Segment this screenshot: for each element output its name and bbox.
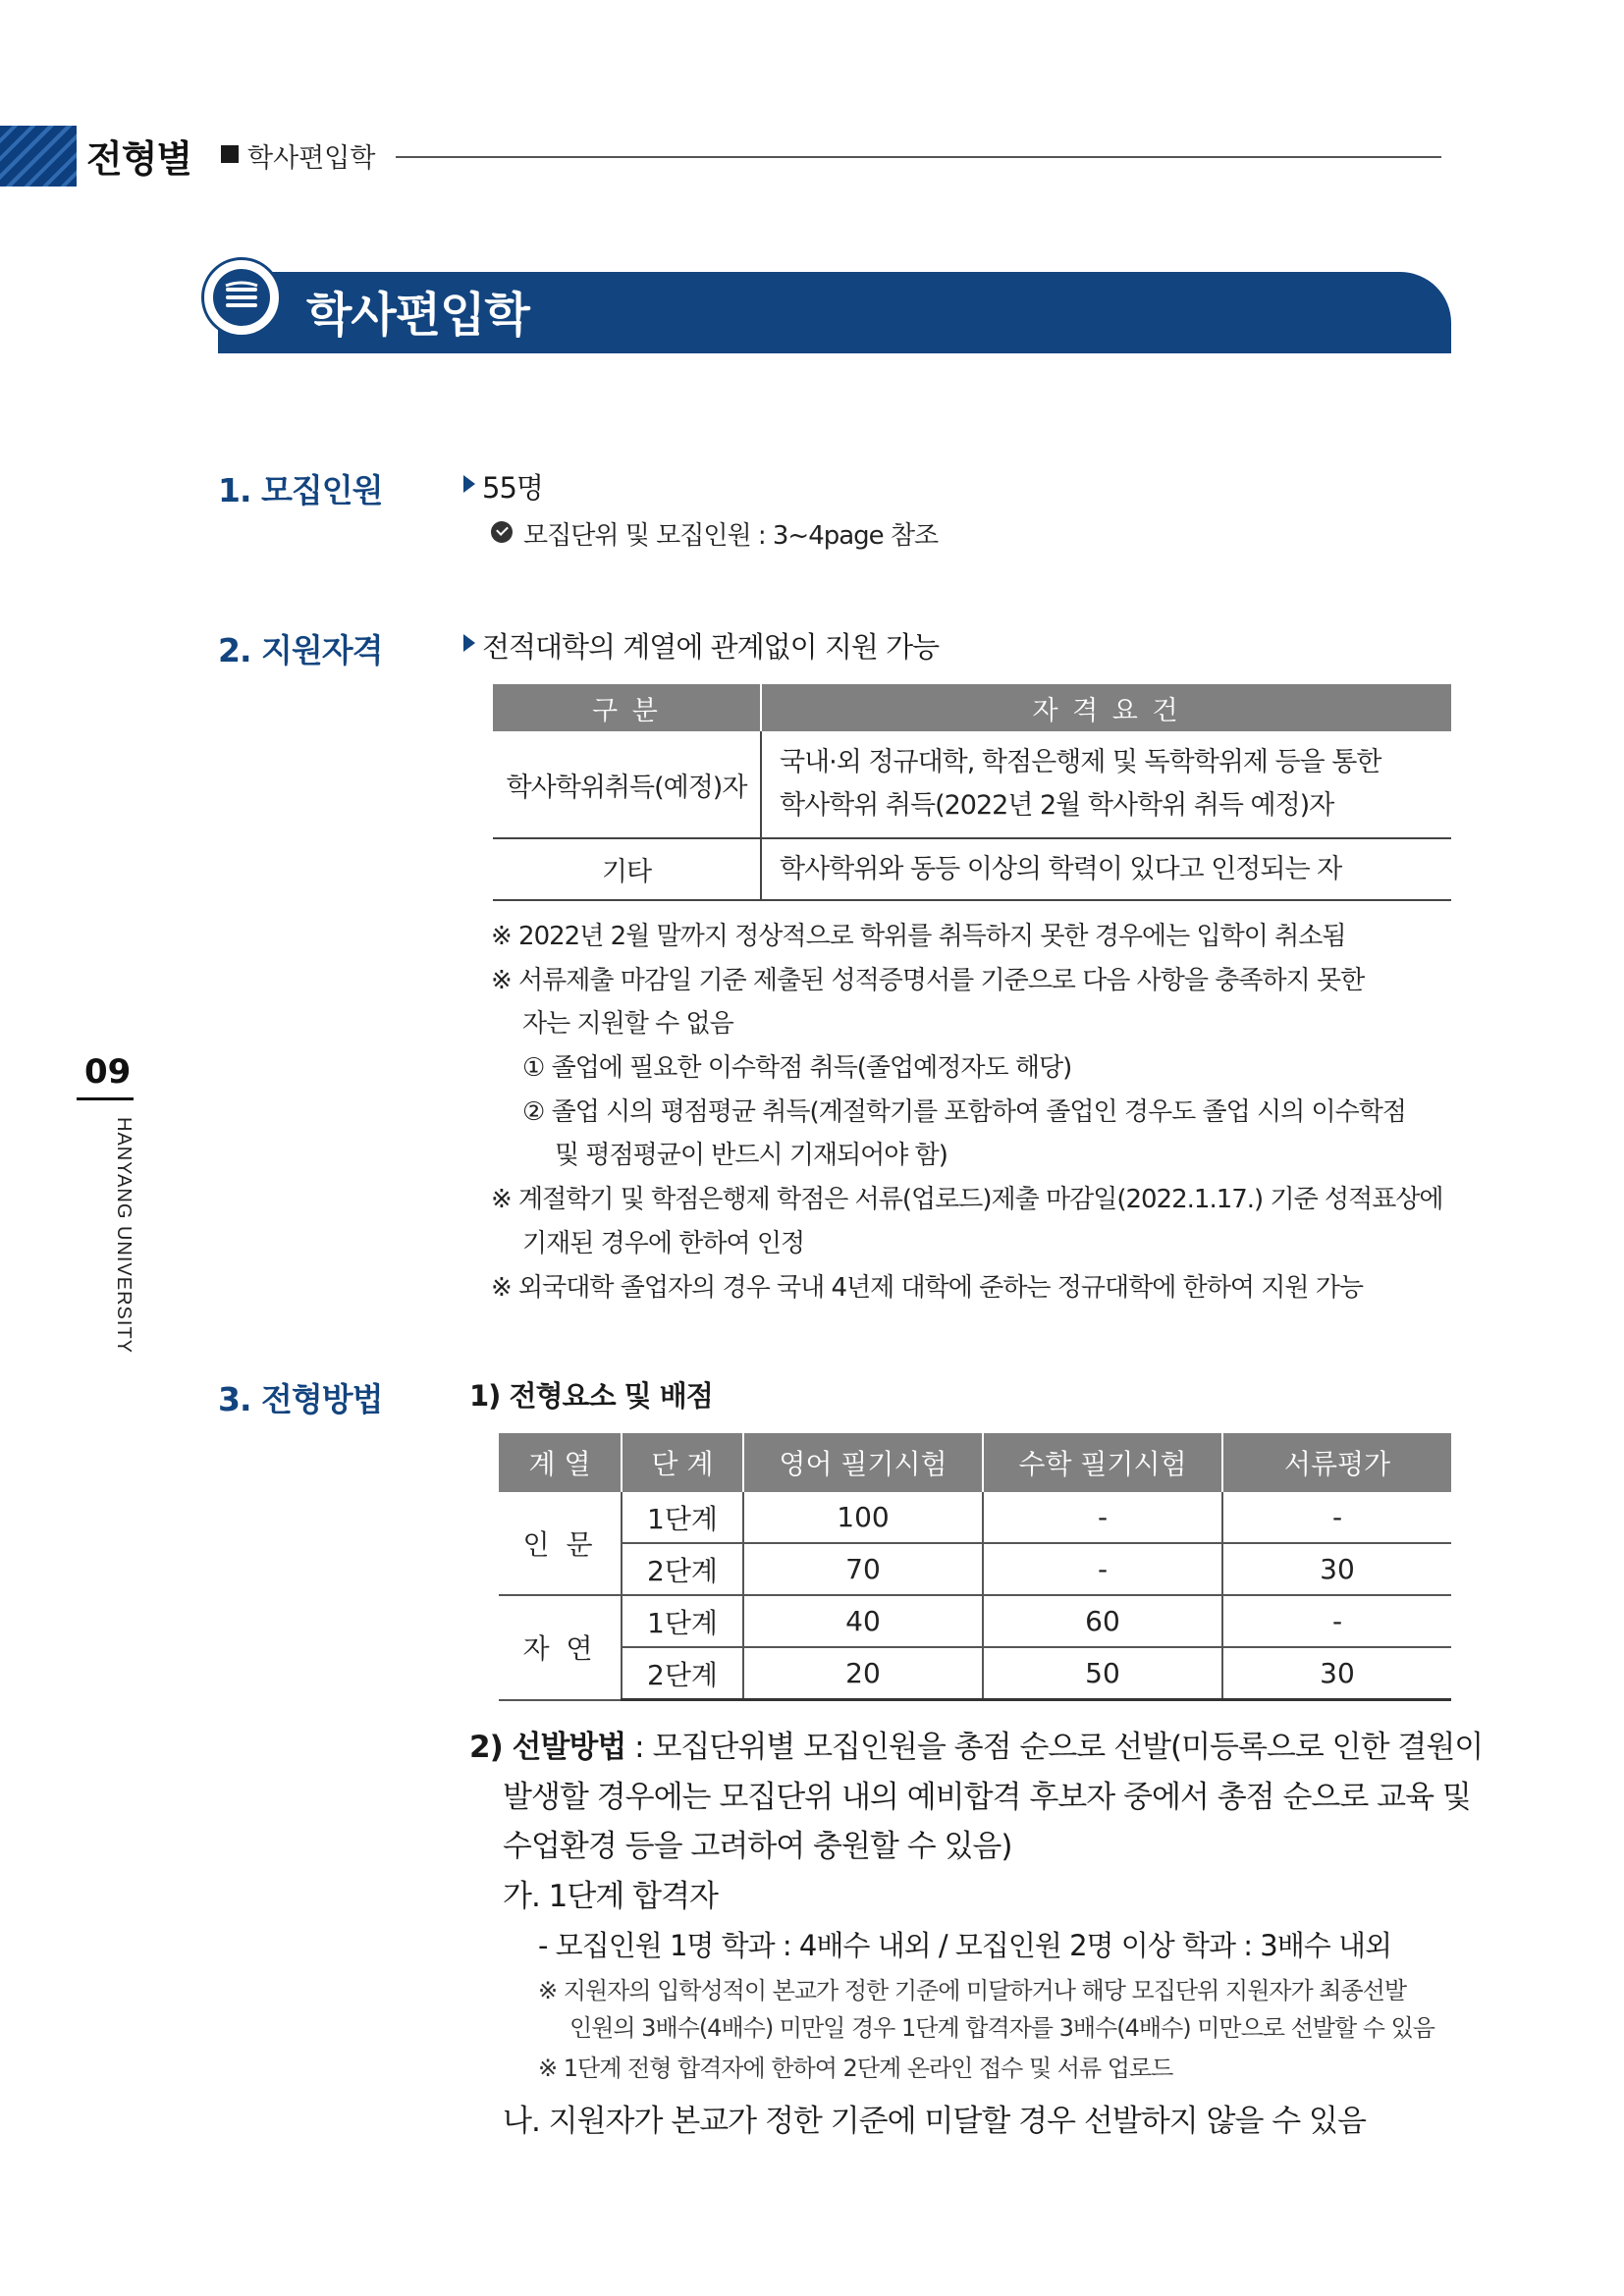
header-hatch-decoration <box>0 126 77 187</box>
cell-line: 학사학위 취득(2022년 2월 학사학위 취득 예정)자 <box>780 790 1334 821</box>
table-cell: 70 <box>743 1543 983 1595</box>
table-header: 구 분 <box>493 684 761 731</box>
triangle-bullet-icon <box>463 634 475 652</box>
check-circle-icon <box>491 521 513 543</box>
note-line: ※ 외국대학 졸업자의 경우 국내 4년제 대학에 준하는 정규대학에 한하여 지원 가능 <box>491 1273 1363 1303</box>
stage1-heading: 가. 1단계 합격자 <box>503 1879 718 1914</box>
section-heading: 3. 전형방법 <box>218 1380 383 1418</box>
table-cell: - <box>983 1543 1222 1595</box>
note-line: 및 평점평균이 반드시 기재되어야 함) <box>555 1141 947 1170</box>
table-cell: 1단계 <box>622 1492 743 1543</box>
page-title: 학사편입학 <box>306 288 529 343</box>
table-cell: 20 <box>743 1647 983 1700</box>
header-category: 전형별 <box>86 137 192 181</box>
selection-method-line <box>469 1722 1483 1766</box>
table-header: 계 열 <box>499 1433 622 1492</box>
table-cell: 30 <box>1222 1647 1451 1700</box>
table-cell: 학사학위와 동등 이상의 학력이 있다고 인정되는 자 <box>761 838 1451 900</box>
table-row <box>499 1492 1451 1543</box>
note-line: ① 졸업에 필요한 이수학점 취득(졸업예정자도 해당) <box>522 1053 1072 1083</box>
eligibility-lead: 전적대학의 계열에 관계없이 지원 가능 <box>482 630 940 664</box>
stage1-item: - 모집인원 1명 학과 : 4배수 내외 / 모집인원 2명 이상 학과 : 3배수 내외 <box>538 1929 1391 1962</box>
book-stack-icon <box>201 257 282 338</box>
stage1-note: ※ 지원자의 입학성적이 본교가 정한 기준에 미달하거나 해당 모집단위 지원자가 최종선발 <box>538 1977 1407 2004</box>
table-row <box>493 731 1451 838</box>
table-row <box>499 1543 1451 1595</box>
table-cell <box>761 731 1451 838</box>
group-cell: 인 문 <box>499 1492 622 1595</box>
recruit-note: 모집단위 및 모집인원 : 3~4page 참조 <box>523 521 939 551</box>
selection-method-text: : 모집단위별 모집인원을 총점 순으로 선발(미등록으로 인한 결원이 <box>625 1730 1484 1765</box>
table-cell: 40 <box>743 1595 983 1647</box>
stage1-note: ※ 1단계 전형 합격자에 한하여 2단계 온라인 접수 및 서류 업로드 <box>538 2055 1173 2082</box>
stage-note-na: 나. 지원자가 본교가 정한 기준에 미달할 경우 선발하지 않을 수 있음 <box>503 2104 1366 2139</box>
table-cell: 100 <box>743 1492 983 1543</box>
note-line: ※ 2022년 2월 말까지 정상적으로 학위를 취득하지 못한 경우에는 입학이 취소됨 <box>491 922 1346 951</box>
recruit-count: 55명 <box>482 471 543 505</box>
table-cell: 1단계 <box>622 1595 743 1647</box>
university-name: HANYANG UNIVERSITY <box>113 1117 135 1354</box>
selection-method-label: 2) 선발방법 <box>469 1730 626 1765</box>
table-header: 수학 필기시험 <box>983 1433 1222 1492</box>
selection-method-line: 수업환경 등을 고려하여 충원할 수 있음) <box>503 1829 1012 1864</box>
header-rule <box>396 156 1441 158</box>
table-cell: 학사학위취득(예정)자 <box>493 731 761 838</box>
cell-line: 국내·외 정규대학, 학점은행제 및 독학학위제 등을 통한 <box>780 747 1381 777</box>
eligibility-table <box>493 684 1451 901</box>
stage1-note: 인원의 3배수(4배수) 미만일 경우 1단계 합격자를 3배수(4배수) 미만으로 선발할 수 있음 <box>569 2014 1435 2042</box>
table-row <box>499 1647 1451 1700</box>
table-cell: 2단계 <box>622 1543 743 1595</box>
table-cell: 기타 <box>493 838 761 900</box>
table-cell: - <box>1222 1492 1451 1543</box>
note-line: ② 졸업 시의 평점평균 취득(계절학기를 포함하여 졸업인 경우도 졸업 시의 이수학점 <box>522 1097 1406 1127</box>
square-bullet-icon <box>221 145 239 163</box>
note-line: ※ 계절학기 및 학점은행제 학점은 서류(업로드)제출 마감일(2022.1.17.) 기준 성적표상에 <box>491 1185 1443 1214</box>
table-header: 서류평가 <box>1222 1433 1451 1492</box>
scoring-table <box>499 1433 1451 1701</box>
table-header-row <box>493 684 1451 731</box>
table-header: 자 격 요 건 <box>761 684 1451 731</box>
table-cell: 30 <box>1222 1543 1451 1595</box>
subsection-heading: 1) 전형요소 및 배점 <box>469 1379 713 1413</box>
table-cell: 60 <box>983 1595 1222 1647</box>
triangle-bullet-icon <box>463 475 475 493</box>
section-heading: 1. 모집인원 <box>218 471 383 509</box>
selection-method-line: 발생할 경우에는 모집단위 내의 예비합격 후보자 중에서 총점 순으로 교육 및 <box>503 1780 1471 1815</box>
header-subtitle: 학사편입학 <box>247 143 376 174</box>
table-cell: - <box>983 1492 1222 1543</box>
table-row <box>499 1595 1451 1647</box>
table-header: 단 계 <box>622 1433 743 1492</box>
table-cell: - <box>1222 1595 1451 1647</box>
note-line: ※ 서류제출 마감일 기준 제출된 성적증명서를 기준으로 다음 사항을 충족하지 못한 <box>491 966 1365 995</box>
table-row <box>493 838 1451 900</box>
group-cell: 자 연 <box>499 1595 622 1700</box>
page-number-rule <box>77 1097 134 1100</box>
table-cell: 2단계 <box>622 1647 743 1700</box>
table-header: 영어 필기시험 <box>743 1433 983 1492</box>
section-heading: 2. 지원자격 <box>218 631 383 669</box>
table-cell: 50 <box>983 1647 1222 1700</box>
page-number: 09 <box>84 1052 132 1092</box>
table-header-row <box>499 1433 1451 1492</box>
note-line: 기재된 경우에 한하여 인정 <box>522 1229 805 1258</box>
note-line: 자는 지원할 수 없음 <box>522 1009 733 1039</box>
